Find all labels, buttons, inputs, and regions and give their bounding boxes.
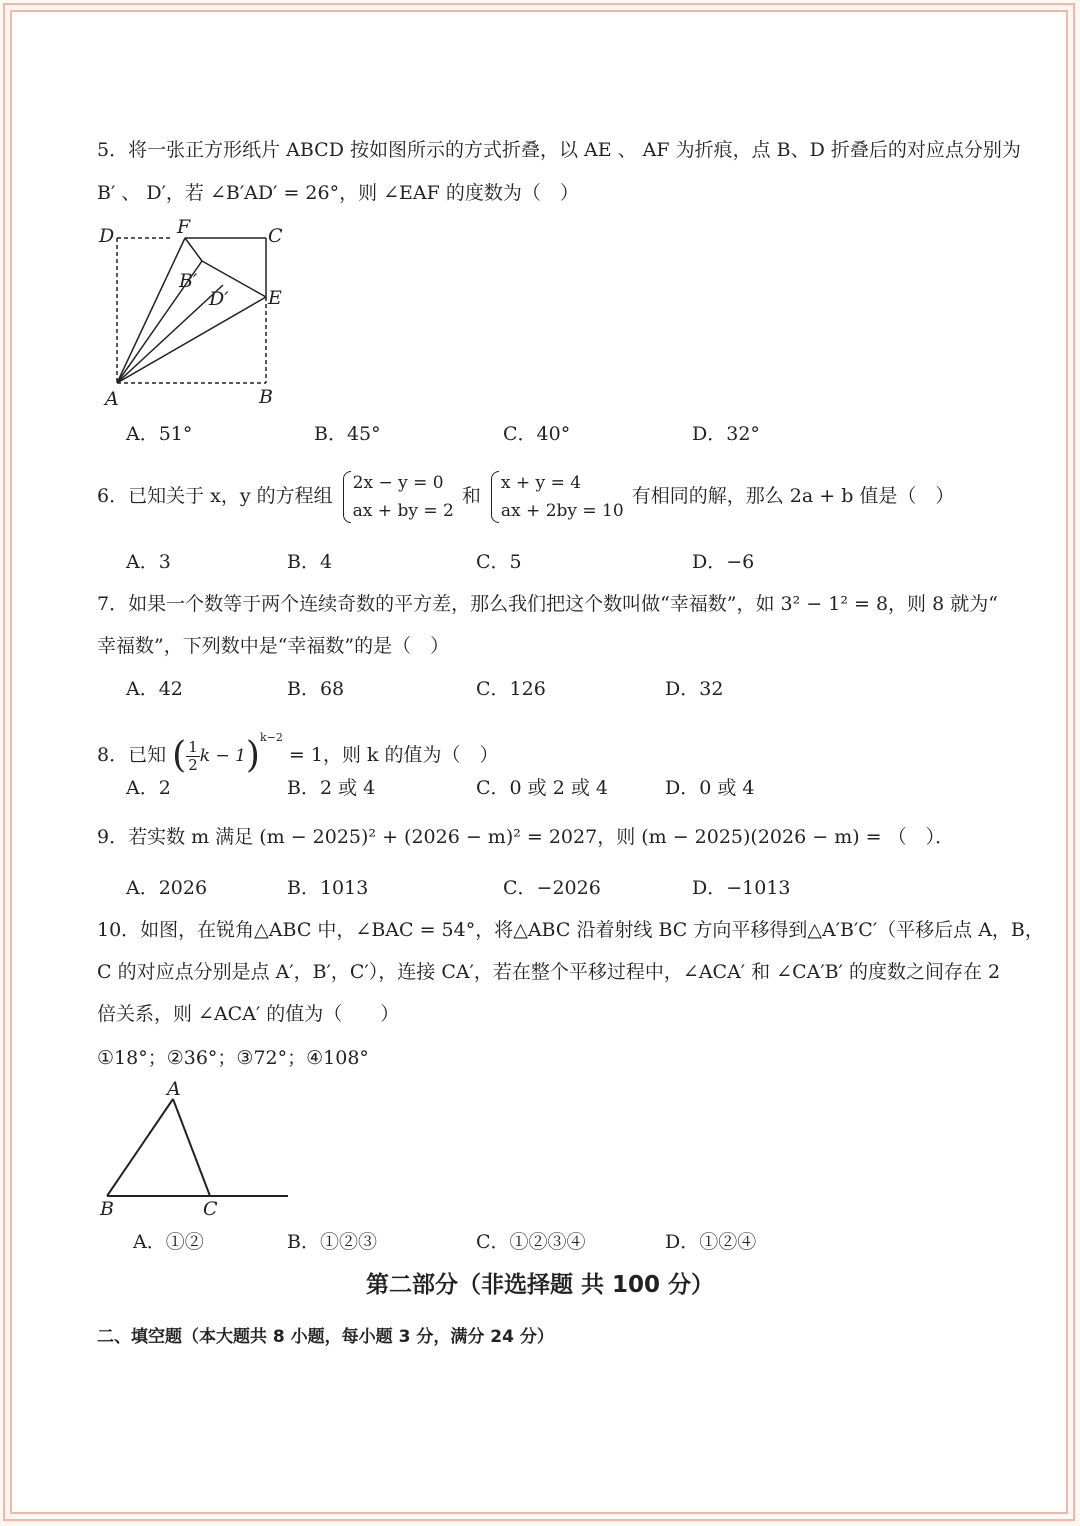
q8-frac-num: 1	[188, 737, 198, 756]
q6-system-2	[489, 469, 624, 525]
q5-label-E: E	[268, 287, 282, 309]
q9-line: 9．若实数 m 满足 (m − 2025)² + (2026 − m)² = 2027，则 (m − 2025)(2026 − m) = （ ）．	[97, 826, 955, 848]
q10-label-B: B	[100, 1198, 114, 1220]
q8-inner: k − 1	[199, 746, 246, 766]
q6-sys2-eq1: x + y = 4	[500, 473, 582, 493]
q10-option-b[interactable]: B．①②③	[287, 1231, 377, 1253]
q10-option-a[interactable]: A．①②	[133, 1231, 204, 1253]
q5-line1: 5．将一张正方形纸片 ABCD 按如图所示的方式折叠，以 AE 、 AF 为折痕，点 B、D 折叠后的对应点分别为	[97, 139, 1021, 161]
q10-line1: 10．如图，在锐角△ABC 中，∠BAC = 54°，将△ABC 沿着射线 BC 方向平移得到△A′B′C′（平移后点 A，B，	[97, 919, 1044, 941]
q6-option-b[interactable]: B．4	[287, 551, 333, 573]
q6-option-a[interactable]: A．3	[126, 551, 171, 573]
q5-option-c[interactable]: C．40°	[503, 423, 571, 445]
q8-option-c[interactable]: C．0 或 2 或 4	[476, 777, 608, 799]
q8-suffix: = 1，则 k 的值为（ ）	[288, 744, 499, 766]
q8-fraction	[186, 739, 200, 774]
q6-sys1-eq1: 2x − y = 0	[352, 473, 444, 493]
q6-sys1-eq2: ax + by = 2	[352, 501, 454, 521]
q5-figure	[95, 215, 295, 410]
q10-label-C: C	[203, 1198, 218, 1220]
q10-line3: 倍关系，则 ∠ACA′ 的值为（ ）	[97, 1003, 400, 1025]
q5-label-D1: D′	[209, 288, 229, 310]
q7-option-d[interactable]: D．32	[665, 678, 724, 700]
q9-option-c[interactable]: C．−2026	[503, 877, 601, 899]
q8-exponent: k−2	[259, 731, 283, 744]
q5-label-B: B	[259, 386, 273, 408]
q6-option-d[interactable]: D．−6	[692, 551, 755, 573]
q5-label-C: C	[268, 225, 283, 247]
q7-line2: 幸福数”，下列数中是“幸福数”的是（ ）	[97, 635, 450, 657]
q10-option-d[interactable]: D．①②④	[665, 1231, 757, 1253]
q7-option-c[interactable]: C．126	[476, 678, 546, 700]
q10-label-A: A	[167, 1078, 181, 1100]
q5-label-B1: B′	[179, 270, 198, 292]
q8-line: 8．已知 ( $\frac{1}{2}$ k − 1)$^{k-2}$ = 1，则 k 的值为（ ）	[97, 731, 499, 776]
q8-option-d[interactable]: D．0 或 4	[665, 777, 755, 799]
q10-option-c[interactable]: C．①②③④	[476, 1231, 586, 1253]
q6-suffix: 有相同的解，那么 2a + b 值是（ ）	[631, 485, 955, 507]
q5-line2: B′ 、 D′，若 ∠B′AD′ = 26°，则 ∠EAF 的度数为（ ）	[97, 182, 579, 204]
q8-frac-den: 2	[188, 755, 198, 774]
q5-label-A: A	[105, 388, 119, 410]
q10-line2: C 的对应点分别是点 A′，B′，C′），连接 CA′，若在整个平移过程中，∠ACA′ 和 ∠CA′B′ 的度数之间存在 2	[97, 961, 1001, 983]
q7-option-b[interactable]: B．68	[287, 678, 345, 700]
q7-option-a[interactable]: A．42	[126, 678, 183, 700]
q8-prefix: 8．已知	[97, 744, 167, 766]
q6-sys2-eq2: ax + 2by = 10	[500, 501, 624, 521]
q5-label-F: F	[177, 216, 191, 238]
q6-option-c[interactable]: C．5	[476, 551, 522, 573]
q6-system-1	[341, 469, 454, 525]
q10-figure	[95, 1075, 295, 1220]
q8-option-b[interactable]: B．2 或 4	[287, 777, 376, 799]
q10-choices: ①18°；②36°；③72°；④108°	[97, 1047, 369, 1069]
fill-in-section-title: 二、填空题（本大题共 8 小题，每小题 3 分，满分 24 分）	[97, 1327, 554, 1347]
q5-option-d[interactable]: D．32°	[692, 423, 760, 445]
q5-option-a[interactable]: A．51°	[126, 423, 193, 445]
q9-option-d[interactable]: D．−1013	[692, 877, 791, 899]
q7-line1: 7．如果一个数等于两个连续奇数的平方差，那么我们把这个数叫做“幸福数”，如 3² − 1² = 8，则 8 就为“	[97, 593, 998, 615]
part2-title: 第二部分（非选择题 共 100 分）	[365, 1272, 715, 1298]
q8-option-a[interactable]: A．2	[126, 777, 171, 799]
q9-option-b[interactable]: B．1013	[287, 877, 369, 899]
q6-and: 和	[461, 485, 481, 507]
q6-prefix: 6．已知关于 x，y 的方程组	[97, 485, 333, 507]
q6-line	[97, 468, 954, 525]
q9-option-a[interactable]: A．2026	[126, 877, 208, 899]
q5-option-b[interactable]: B．45°	[314, 423, 381, 445]
q5-label-D: D	[99, 225, 115, 247]
